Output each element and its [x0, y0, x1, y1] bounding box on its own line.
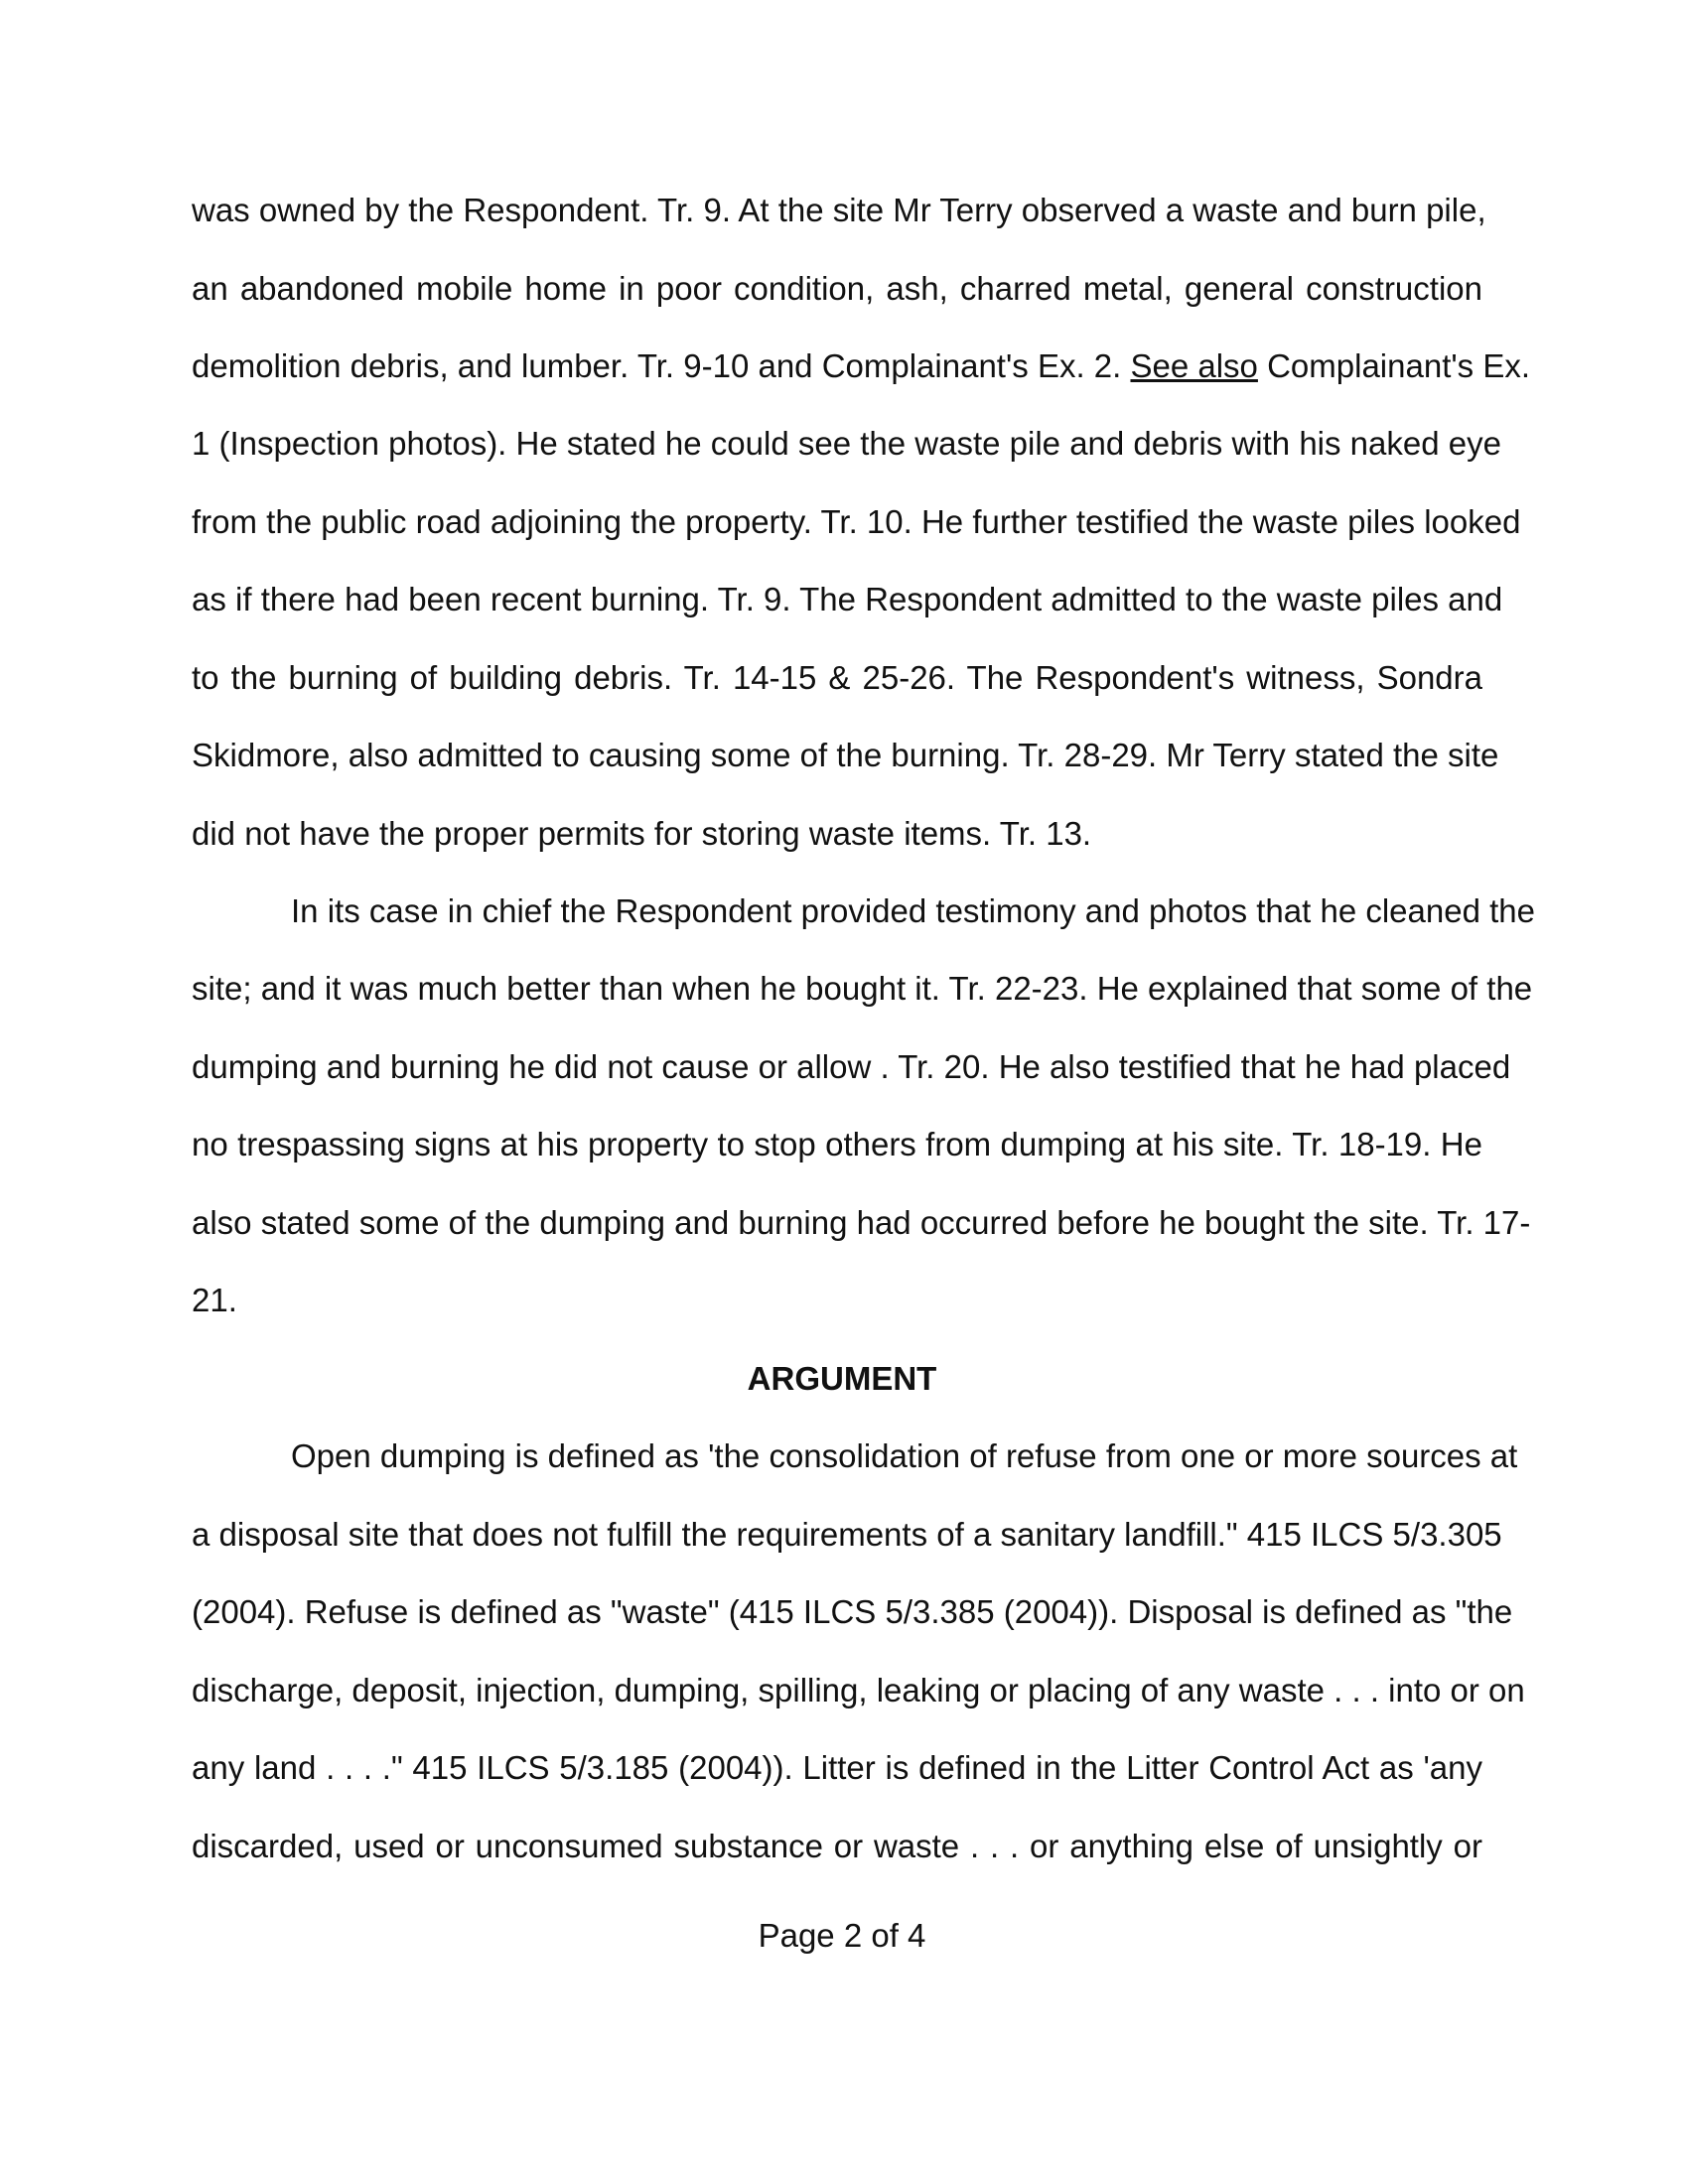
text-line: was owned by the Respondent. Tr. 9. At the site Mr Terry observed a waste and burn pile,	[192, 192, 1486, 228]
text-line: from the public road adjoining the property. Tr. 10. He further testified the waste piles looked	[192, 503, 1521, 540]
text-line: any land . . . ." 415 ILCS 5/3.185 (2004)). Litter is defined in the Litter Control Act as 'any	[192, 1749, 1482, 1786]
text-segment: demolition debris, and lumber. Tr. 9-10 and Complainant's Ex. 2.	[192, 347, 1131, 384]
text-line: discarded, used or unconsumed substance or waste . . . or anything else of unsightly or	[192, 1828, 1482, 1864]
text-line: a disposal site that does not fulfill the requirements of a sanitary landfill." 415 ILCS 5/3.305	[192, 1516, 1502, 1553]
text-line: Skidmore, also admitted to causing some of the burning. Tr. 28-29. Mr Terry stated the site	[192, 737, 1499, 773]
text-line	[192, 346, 1531, 386]
section-heading: ARGUMENT	[747, 1360, 937, 1397]
text-line: In its case in chief the Respondent provided testimony and photos that he cleaned the	[291, 892, 1535, 929]
text-line: Open dumping is defined as 'the consolidation of refuse from one or more sources at	[291, 1437, 1518, 1474]
see-also-underlined: See also	[1130, 347, 1258, 384]
text-line: discharge, deposit, injection, dumping, spilling, leaking or placing of any waste . . . into or on	[192, 1672, 1525, 1708]
text-line: 21.	[192, 1282, 237, 1318]
text-line: also stated some of the dumping and burning had occurred before he bought the site. Tr. 17-	[192, 1204, 1531, 1241]
text-line: no trespassing signs at his property to stop others from dumping at his site. Tr. 18-19. He	[192, 1126, 1482, 1162]
text-line: dumping and burning he did not cause or allow . Tr. 20. He also testified that he had placed	[192, 1048, 1511, 1085]
text-line: (2004). Refuse is defined as "waste" (415 ILCS 5/3.385 (2004)). Disposal is defined as "the	[192, 1593, 1513, 1630]
text-line: did not have the proper permits for storing waste items. Tr. 13.	[192, 815, 1092, 852]
text-line: 1 (Inspection photos). He stated he could see the waste pile and debris with his naked eye	[192, 425, 1501, 462]
text-line: as if there had been recent burning. Tr. 9. The Respondent admitted to the waste piles and	[192, 581, 1503, 617]
text-line: to the burning of building debris. Tr. 14-15 & 25-26. The Respondent's witness, Sondra	[192, 659, 1482, 696]
text-line: site; and it was much better than when he bought it. Tr. 22-23. He explained that some of the	[192, 970, 1533, 1007]
page-number: Page 2 of 4	[758, 1917, 926, 1954]
text-segment: Complainant's Ex.	[1257, 347, 1531, 384]
text-line: an abandoned mobile home in poor condition, ash, charred metal, general construction	[192, 270, 1482, 307]
